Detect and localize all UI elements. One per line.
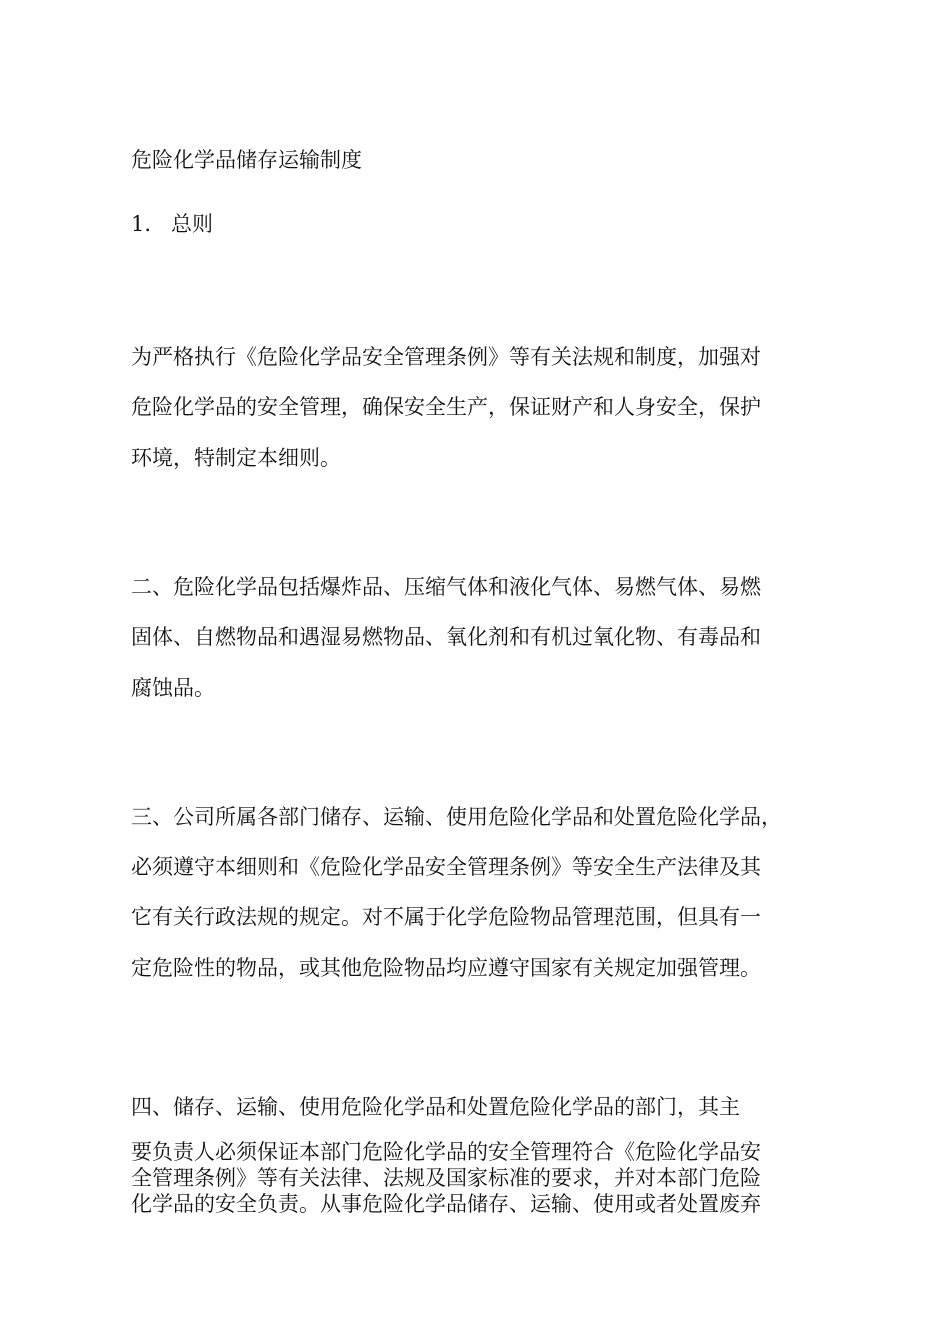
paragraph-4-line-3: 全管理条例》等有关法律、法规及国家标准的要求，并对本部门危险 <box>131 1166 761 1190</box>
paragraph-3-line-3: 它有关行政法规的规定。对不属于化学危险物品管理范围，但具有一 <box>131 905 761 929</box>
paragraph-3-line-2: 必须遵守本细则和《危险化学品安全管理条例》等安全生产法律及其 <box>131 855 761 879</box>
paragraph-2-line-1: 二、危险化学品包括爆炸品、压缩气体和液化气体、易燃气体、易燃 <box>131 575 761 599</box>
paragraph-1-line-1: 为严格执行《危险化学品安全管理条例》等有关法规和制度，加强对 <box>131 345 761 369</box>
document-title: 危险化学品储存运输制度 <box>131 148 362 172</box>
section-heading-text: 总则 <box>171 212 213 236</box>
section-heading <box>131 214 213 235</box>
paragraph-2-line-2: 固体、自燃物品和遇湿易燃物品、氧化剂和有机过氧化物、有毒品和 <box>131 625 761 649</box>
paragraph-2-line-3: 腐蚀品。 <box>131 676 215 700</box>
paragraph-1-line-2: 危险化学品的安全管理，确保安全生产，保证财产和人身安全，保护 <box>131 395 761 419</box>
paragraph-4-line-1: 四、储存、运输、使用危险化学品和处置危险化学品的部门，其主 <box>131 1095 740 1119</box>
section-number: 1. <box>131 212 152 236</box>
paragraph-3-line-1: 三、公司所属各部门储存、运输、使用危险化学品和处置危险化学品， <box>131 805 782 829</box>
paragraph-1-line-3: 环境，特制定本细则。 <box>131 446 341 470</box>
paragraph-4-line-4: 化学品的安全负责。从事危险化学品储存、运输、使用或者处置废弃 <box>131 1192 761 1216</box>
paragraph-4-line-2: 要负责人必须保证本部门危险化学品的安全管理符合《危险化学品安 <box>131 1140 761 1164</box>
paragraph-3-line-4: 定危险性的物品，或其他危险物品均应遵守国家有关规定加强管理。 <box>131 956 761 980</box>
